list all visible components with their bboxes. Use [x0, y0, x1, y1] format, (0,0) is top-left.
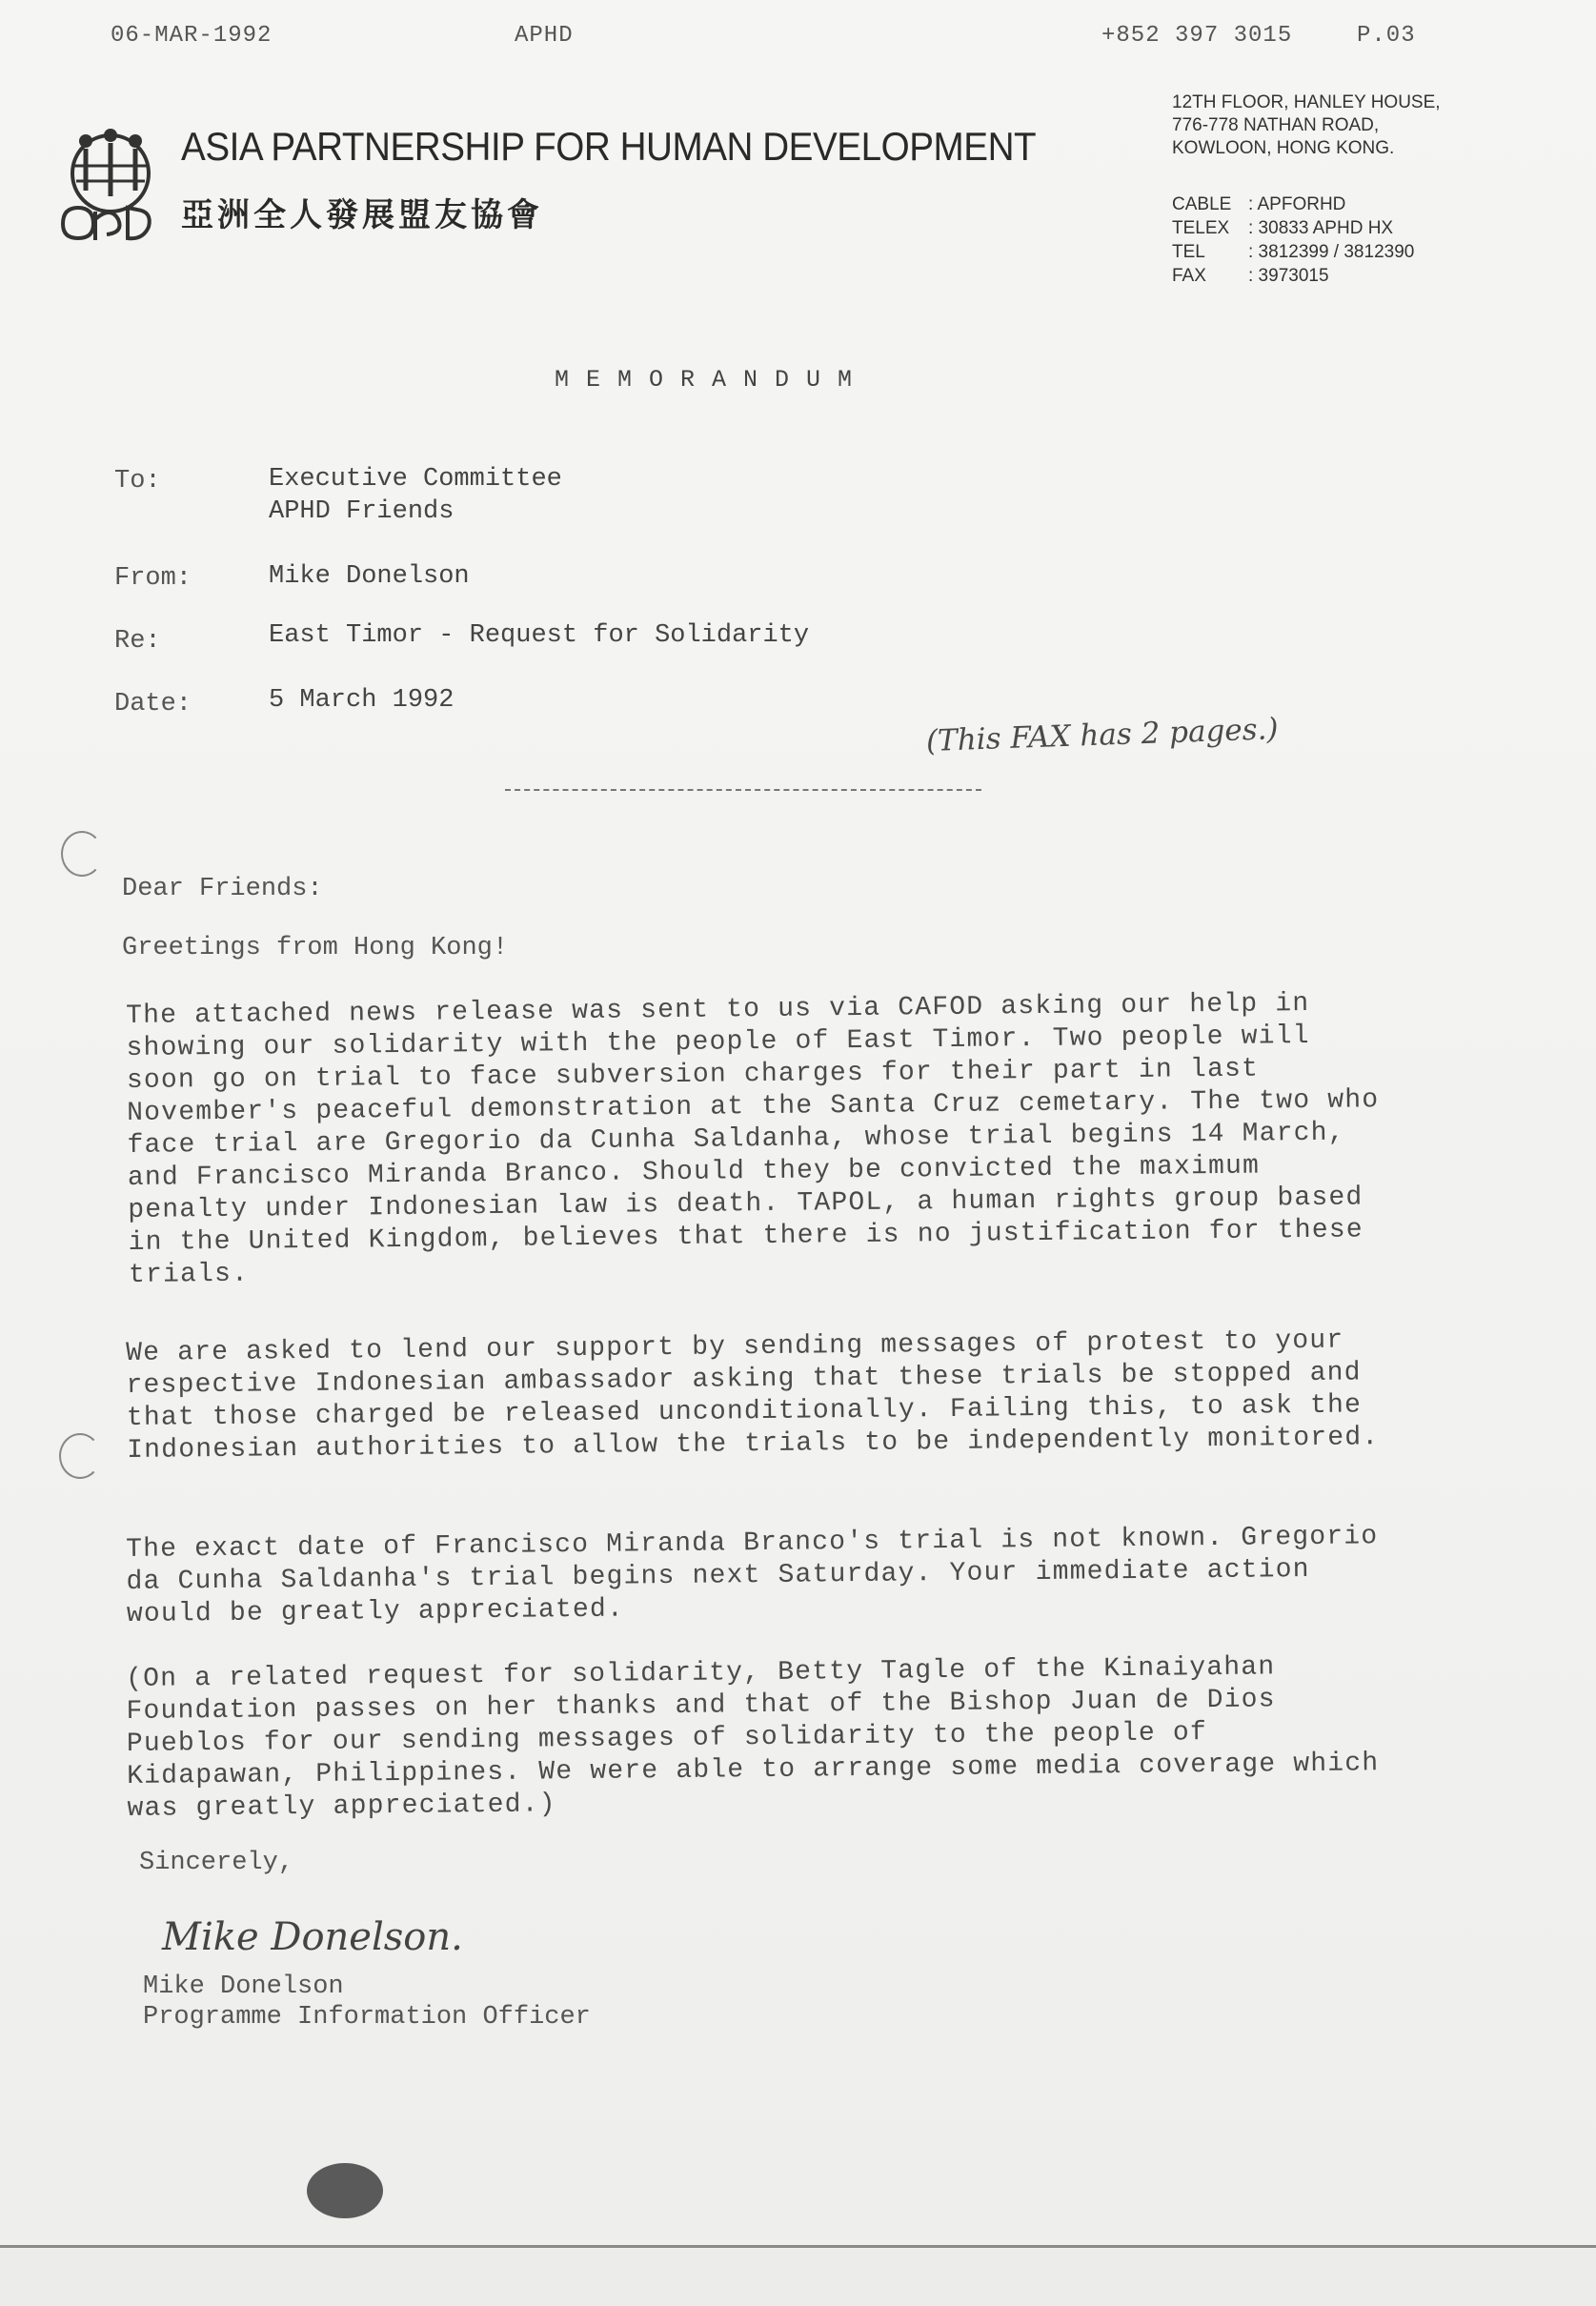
- body-paragraph: (On a related request for solidarity, Betty Tagle of the Kinaiyahan Foundation passes on her thanks and that of the Bishop Juan de Dios Pueblos for our sending messages of solidarity to the people of Kidapawan, Philippines. We were able to arrange some media coverage which was greatly appreciated.): [126, 1652, 1380, 1824]
- punch-hole: [59, 1433, 101, 1479]
- aphd-logo-icon: [57, 124, 164, 243]
- to-recipient: APHD Friends: [269, 497, 455, 526]
- fax-header-phone: +852 397 3015: [1101, 23, 1293, 49]
- address-block: [1172, 91, 1441, 160]
- contact-label: TEL: [1172, 242, 1205, 262]
- from-label: From:: [114, 564, 192, 593]
- contact-row-tel: [1172, 240, 1414, 264]
- to-recipient: Executive Committee: [269, 465, 562, 494]
- date-label: Date:: [114, 690, 192, 718]
- body-paragraph: The exact date of Francisco Miranda Branco's trial is not known. Gregorio da Cunha Saldanha's trial begins next Saturday. Your immediate action would be greatly appreciated.: [126, 1522, 1379, 1629]
- date-value: 5 March 1992: [269, 686, 455, 715]
- fax-header-sender: APHD: [515, 23, 574, 49]
- contact-block: [1172, 192, 1414, 288]
- fax-header-page: P.03: [1357, 23, 1416, 49]
- contact-value: : APFORHD: [1248, 194, 1346, 214]
- from-value: Mike Donelson: [269, 562, 470, 591]
- greeting: Greetings from Hong Kong!: [122, 934, 509, 962]
- contact-label: FAX: [1172, 266, 1206, 286]
- contact-row-telex: [1172, 216, 1414, 240]
- closing: Sincerely,: [139, 1849, 294, 1877]
- re-label: Re:: [114, 627, 161, 656]
- salutation: Dear Friends:: [122, 875, 323, 903]
- subject-value: East Timor - Request for Solidarity: [269, 621, 810, 650]
- handwritten-signature: Mike Donelson.: [162, 1915, 463, 1959]
- to-label: To:: [114, 467, 161, 496]
- body-paragraph: We are asked to lend our support by sending messages of protest to your respective Indonesian ambassador asking that these trials be stopped and that those charged be released unconditionally. Failing this, to ask the Indonesian authorities to allow the trials to be independently monitored.: [126, 1325, 1380, 1466]
- organization-name: ASIA PARTNERSHIP FOR HUMAN DEVELOPMENT: [181, 124, 1037, 169]
- address-line: KOWLOON, HONG KONG.: [1172, 138, 1395, 158]
- body-paragraph: The attached news release was sent to us via CAFOD asking our help in showing our solidarity with the people of East Timor. Two people will soon go on trial to face subversion charges for their part in last November's peaceful demonstration at the Santa Cruz cemetary. The two who face trial are Gregorio da Cunha Saldanha, whose trial begins 14 March, and Francisco Miranda Branco. Should they be convicted the maximum penalty under Indonesian law is death. TAPOL, a human rights group based in the United Kingdom, believes that there is no justification for these trials.: [126, 988, 1380, 1290]
- ink-blot: [307, 2163, 383, 2218]
- page-edge: [0, 2245, 1596, 2248]
- contact-row-fax: [1172, 264, 1414, 288]
- contact-value: : 3812399 / 3812390: [1248, 242, 1415, 262]
- address-line: 12TH FLOOR, HANLEY HOUSE,: [1172, 92, 1441, 112]
- signer-name: Mike Donelson: [143, 1972, 344, 2001]
- handwritten-page-note: (This FAX has 2 pages.): [925, 712, 1280, 759]
- contact-value: : 3973015: [1248, 266, 1329, 286]
- header-divider: [505, 789, 981, 791]
- contact-value: : 30833 APHD HX: [1248, 218, 1394, 238]
- contact-label: CABLE: [1172, 194, 1232, 214]
- fax-header-date: 06-MAR-1992: [111, 23, 273, 49]
- punch-hole: [61, 831, 103, 877]
- contact-row-cable: [1172, 192, 1414, 216]
- memo-title: MEMORANDUM: [555, 366, 870, 394]
- contact-label: TELEX: [1172, 218, 1230, 238]
- signer-title: Programme Information Officer: [143, 2003, 591, 2032]
- address-line: 776-778 NATHAN ROAD,: [1172, 115, 1380, 135]
- organization-name-chinese: 亞洲全人發展盟友協會: [181, 196, 543, 234]
